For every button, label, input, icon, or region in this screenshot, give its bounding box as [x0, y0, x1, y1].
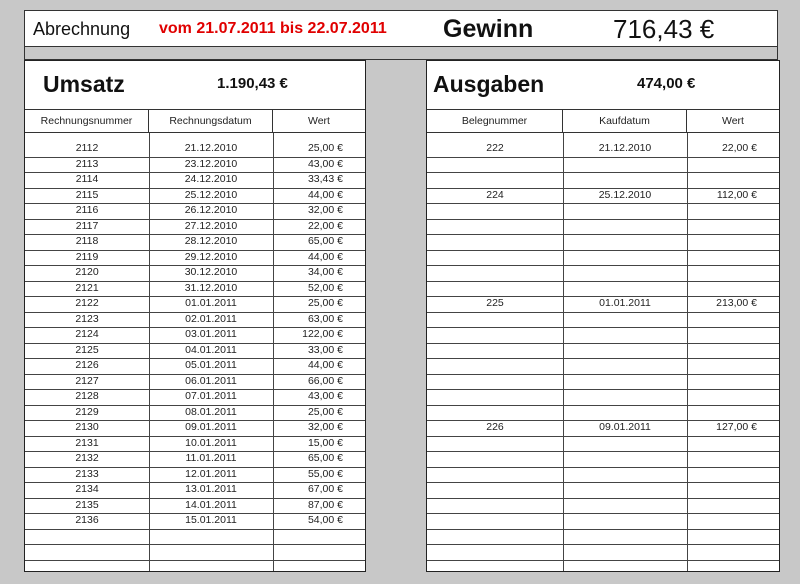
invoice-value-cell: 65,00 €	[307, 452, 343, 464]
invoice-value-cell: 55,00 €	[307, 467, 343, 480]
row-divider	[427, 343, 779, 344]
invoice-number-cell: 2131	[75, 436, 99, 449]
invoice-date-cell: 04.01.2011	[185, 343, 237, 356]
receipt-date-cell: 09.01.2011	[599, 421, 651, 433]
invoice-value-cell: 43,00 €	[307, 390, 343, 402]
invoice-date-cell: 03.01.2011	[185, 328, 237, 340]
invoice-number-cell: 2135	[75, 498, 99, 511]
invoice-value-cell: 43,00 €	[307, 157, 343, 170]
invoice-date-cell: 30.12.2010	[184, 266, 238, 278]
row-divider	[427, 544, 779, 545]
receipt-value-cell: 22,00 €	[721, 142, 757, 154]
column-header-invoice-date: Rechnungsdatum	[149, 109, 273, 133]
report-period: vom 21.07.2011 bis 22.07.2011	[159, 20, 387, 37]
invoice-value-cell: 54,00 €	[307, 514, 343, 526]
row-divider	[427, 327, 779, 328]
invoice-value-cell: 44,00 €	[307, 188, 343, 201]
invoice-date-cell: 05.01.2011	[185, 359, 237, 371]
invoice-number-cell: 2136	[75, 514, 99, 526]
invoice-number-cell: 2129	[75, 405, 99, 418]
invoice-date-cell: 24.12.2010	[184, 173, 238, 185]
receipt-number-cell: 226	[486, 421, 504, 433]
row-divider	[25, 560, 365, 561]
invoice-number-cell: 2122	[75, 297, 99, 309]
invoice-value-cell: 33,00 €	[307, 343, 343, 356]
invoice-value-cell: 44,00 €	[307, 359, 343, 371]
report-header	[24, 10, 778, 46]
row-divider	[25, 529, 365, 530]
column-header-purchase-date: Kaufdatum	[563, 109, 687, 133]
row-divider	[427, 560, 779, 561]
invoice-number-cell: 2118	[75, 235, 99, 247]
invoice-value-cell: 25,00 €	[307, 142, 343, 154]
row-divider	[427, 157, 779, 158]
receipt-value-cell: 112,00 €	[716, 188, 757, 201]
column-header-invoice-number: Rechnungsnummer	[25, 109, 149, 133]
receipt-date-cell: 01.01.2011	[599, 297, 651, 309]
invoice-number-cell: 2125	[75, 343, 99, 356]
invoice-number-cell: 2117	[75, 219, 99, 232]
invoice-number-cell: 2113	[75, 157, 99, 170]
expenses-total: 474,00 €	[637, 75, 696, 92]
revenue-total: 1.190,43 €	[217, 75, 288, 92]
invoice-number-cell: 2128	[75, 390, 99, 402]
invoice-date-cell: 14.01.2011	[185, 498, 237, 511]
receipt-value-cell: 213,00 €	[716, 297, 757, 309]
profit-value: 716,43 €	[613, 14, 715, 44]
invoice-date-cell: 11.01.2011	[185, 452, 237, 464]
invoice-value-cell: 15,00 €	[307, 436, 343, 449]
invoice-date-cell: 23.12.2010	[184, 157, 238, 170]
invoice-date-cell: 25.12.2010	[184, 188, 238, 201]
invoice-number-cell: 2126	[75, 359, 99, 371]
row-divider	[427, 281, 779, 282]
invoice-value-cell: 32,00 €	[307, 204, 343, 216]
invoice-date-cell: 09.01.2011	[185, 421, 237, 433]
invoice-number-cell: 2121	[75, 281, 99, 294]
row-divider	[427, 312, 779, 313]
row-divider	[25, 544, 365, 545]
invoice-value-cell: 33,43 €	[307, 173, 343, 185]
invoice-date-cell: 28.12.2010	[184, 235, 238, 247]
row-divider	[427, 467, 779, 468]
invoice-value-cell: 25,00 €	[307, 405, 343, 418]
invoice-date-cell: 06.01.2011	[185, 374, 237, 387]
invoice-number-cell: 2134	[75, 483, 99, 495]
invoice-value-cell: 52,00 €	[307, 281, 343, 294]
invoice-date-cell: 10.01.2011	[185, 436, 237, 449]
invoice-date-cell: 12.01.2011	[185, 467, 237, 480]
invoice-date-cell: 01.01.2011	[185, 297, 237, 309]
invoice-value-cell: 122,00 €	[302, 328, 343, 340]
invoice-value-cell: 32,00 €	[307, 421, 343, 433]
invoice-number-cell: 2123	[75, 312, 99, 325]
revenue-panel	[24, 60, 366, 572]
invoice-date-cell: 13.01.2011	[185, 483, 237, 495]
invoice-number-cell: 2124	[75, 328, 99, 340]
column-header-receipt-number: Belegnummer	[427, 109, 563, 133]
invoice-date-cell: 27.12.2010	[184, 219, 238, 232]
invoice-value-cell: 65,00 €	[307, 235, 343, 247]
invoice-number-cell: 2132	[75, 452, 99, 464]
receipt-number-cell: 225	[486, 297, 504, 309]
receipt-number-cell: 222	[486, 142, 504, 154]
invoice-value-cell: 66,00 €	[307, 374, 343, 387]
invoice-date-cell: 31.12.2010	[184, 281, 238, 294]
invoice-date-cell: 15.01.2011	[185, 514, 237, 526]
invoice-number-cell: 2116	[75, 204, 99, 216]
invoice-number-cell: 2133	[75, 467, 99, 480]
row-divider	[427, 513, 779, 514]
row-divider	[427, 219, 779, 220]
invoice-date-cell: 26.12.2010	[184, 204, 238, 216]
row-divider	[427, 436, 779, 437]
invoice-number-cell: 2127	[75, 374, 99, 387]
row-divider	[427, 389, 779, 390]
invoice-number-cell: 2114	[75, 173, 99, 185]
row-divider	[427, 172, 779, 173]
invoice-value-cell: 25,00 €	[307, 297, 343, 309]
invoice-date-cell: 29.12.2010	[184, 250, 238, 263]
invoice-value-cell: 67,00 €	[307, 483, 343, 495]
receipt-value-cell: 127,00 €	[716, 421, 757, 433]
receipt-date-cell: 25.12.2010	[598, 188, 652, 201]
row-divider	[427, 265, 779, 266]
row-divider	[427, 234, 779, 235]
receipt-number-cell: 224	[486, 188, 504, 201]
revenue-title: Umsatz	[43, 71, 125, 97]
row-divider	[427, 250, 779, 251]
row-divider	[427, 374, 779, 375]
profit-label: Gewinn	[443, 15, 534, 43]
header-divider-strip	[24, 46, 778, 60]
receipt-date-cell: 21.12.2010	[598, 142, 652, 154]
invoice-date-cell: 07.01.2011	[185, 390, 237, 402]
invoice-number-cell: 2120	[75, 266, 99, 278]
expenses-panel	[426, 60, 780, 572]
column-header-value: Wert	[273, 109, 365, 133]
invoice-number-cell: 2115	[75, 188, 99, 201]
row-divider	[427, 405, 779, 406]
invoice-date-cell: 02.01.2011	[185, 312, 237, 325]
report-title: Abrechnung	[33, 19, 131, 39]
row-divider	[427, 203, 779, 204]
invoice-value-cell: 34,00 €	[307, 266, 343, 278]
invoice-number-cell: 2130	[75, 421, 99, 433]
row-divider	[427, 358, 779, 359]
expenses-header	[427, 61, 779, 110]
invoice-value-cell: 22,00 €	[307, 219, 343, 232]
expenses-title: Ausgaben	[433, 71, 545, 97]
invoice-date-cell: 21.12.2010	[184, 142, 238, 154]
revenue-header	[25, 61, 365, 110]
invoice-value-cell: 87,00 €	[307, 498, 343, 511]
row-divider	[427, 451, 779, 452]
invoice-number-cell: 2112	[75, 142, 99, 154]
row-divider	[427, 482, 779, 483]
invoice-value-cell: 44,00 €	[307, 250, 343, 263]
invoice-number-cell: 2119	[75, 250, 99, 263]
invoice-date-cell: 08.01.2011	[185, 405, 237, 418]
row-divider	[427, 529, 779, 530]
row-divider	[427, 498, 779, 499]
column-header-value: Wert	[687, 109, 779, 133]
invoice-value-cell: 63,00 €	[307, 312, 343, 325]
